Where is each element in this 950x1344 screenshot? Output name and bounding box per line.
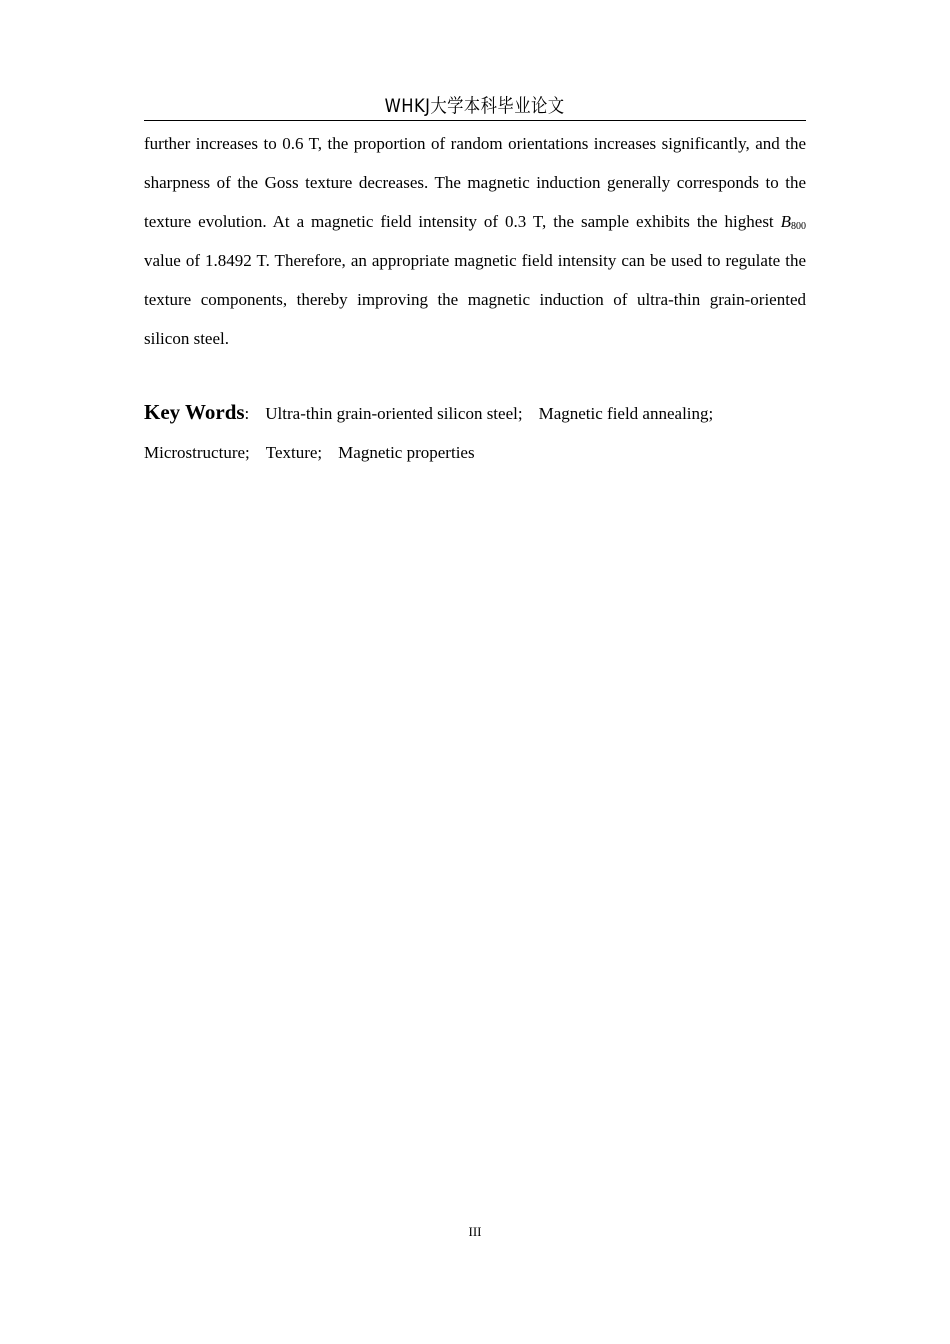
- abstract-text-start: further increases to 0.6 T, the proportion of random orientations increases significantly, and the sharpness of the Goss texture decreases. The magnetic induction generally corresponds to the texture evolution. At a magnetic field intensity of 0.3 T, the sample exhibits the highest: [144, 134, 806, 231]
- keyword-item: Magnetic field annealing;: [538, 404, 714, 423]
- keyword-item: Texture;: [265, 443, 323, 462]
- abstract-paragraph: [144, 124, 806, 358]
- variable-subscript: 800: [791, 221, 806, 232]
- variable-symbol: B: [780, 212, 791, 231]
- abstract-text-end: value of 1.8492 T. Therefore, an appropriate magnetic field intensity can be used to regulate the texture components, thereby improving the magnetic induction of ultra-thin grain-oriented silicon steel.: [144, 251, 806, 348]
- keywords-label: Key Words: [144, 400, 245, 424]
- keyword-item: Ultra-thin grain-oriented silicon steel;: [265, 404, 523, 423]
- keywords-block: [144, 393, 806, 472]
- keywords-line-2: [144, 433, 806, 472]
- header-title: WHKJ大学本科毕业论文: [385, 95, 565, 117]
- keyword-item: Magnetic properties: [338, 443, 475, 462]
- page-header: [144, 92, 806, 121]
- keywords-separator: :: [244, 404, 250, 423]
- page-number: III: [468, 1224, 482, 1239]
- keyword-item: Microstructure;: [144, 443, 250, 462]
- keywords-line-1: [144, 393, 806, 433]
